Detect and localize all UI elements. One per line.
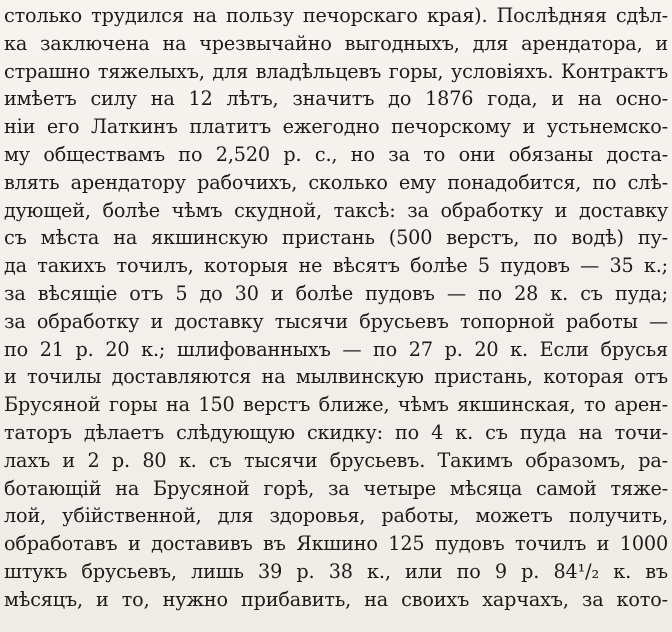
text-line: да такихъ точилъ, которыя не вѣсятъ болѣе 5 пудовъ — 35 к.;	[4, 254, 668, 278]
text-line: мѣсяцъ, и то, нужно прибавить, на своихъ харчахъ, за кото-	[4, 587, 668, 611]
text-line: му обществамъ по 2,520 р. с., но за то они обязаны доста-	[4, 142, 668, 166]
text-line: обработавъ и доставивъ въ Якшино 125 пудовъ точилъ и 1000	[4, 532, 668, 556]
text-line: ботающій на Брусяной горѣ, за четыре мѣсяца самой тяже-	[4, 476, 668, 500]
text-line: по 21 р. 20 к.; шлифованныхъ — по 27 р. 20 к. Если брусья	[4, 337, 668, 361]
text-line: ніи его Латкинъ платитъ ежегодно печорскому и устьнемско-	[4, 115, 668, 139]
text-line: страшно тяжелыхъ, для владѣльцевъ горы, условіяхъ. Контрактъ	[4, 59, 668, 83]
text-line: за вѣсящіе отъ 5 до 30 и болѣе пудовъ — по 28 к. съ пуда;	[4, 281, 668, 305]
text-line: дующей, болѣе чѣмъ скудной, таксѣ: за обработку и доставку	[4, 198, 668, 222]
paragraph-text	[4, 2, 668, 614]
text-line: лой, убійственной, для здоровья, работы, можетъ получить,	[4, 504, 668, 528]
text-line: Брусяной горы на 150 верстъ ближе, чѣмъ якшинская, то арен-	[4, 393, 668, 417]
text-line: лахъ и 2 р. 80 к. съ тысячи брусьевъ. Такимъ образомъ, ра-	[4, 448, 668, 472]
text-line: столько трудился на пользу печорскаго края). Послѣдняя сдѣл-	[4, 4, 668, 27]
text-line: и точилы доставляются на мылвинскую пристань, которая отъ	[4, 365, 668, 389]
text-line: таторъ дѣлаетъ слѣдующую скидку: по 4 к. съ пуда на точи-	[4, 420, 668, 444]
text-line: съ мѣста на якшинскую пристань (500 верстъ, по водѣ) пу-	[4, 226, 668, 250]
text-line: имѣетъ силу на 12 лѣтъ, значитъ до 1876 года, и на осно-	[4, 87, 668, 111]
text-line: штукъ брусьевъ, лишь 39 р. 38 к., или по 9 р. 84¹/₂ к. въ	[4, 559, 668, 583]
text-line: ка заключена на чрезвычайно выгодныхъ, для арендатора, и	[4, 31, 668, 55]
text-line: за обработку и доставку тысячи брусьевъ топорной работы —	[4, 309, 668, 333]
text-line: влять арендатору рабочихъ, сколько ему понадобится, по слѣ-	[4, 170, 668, 194]
